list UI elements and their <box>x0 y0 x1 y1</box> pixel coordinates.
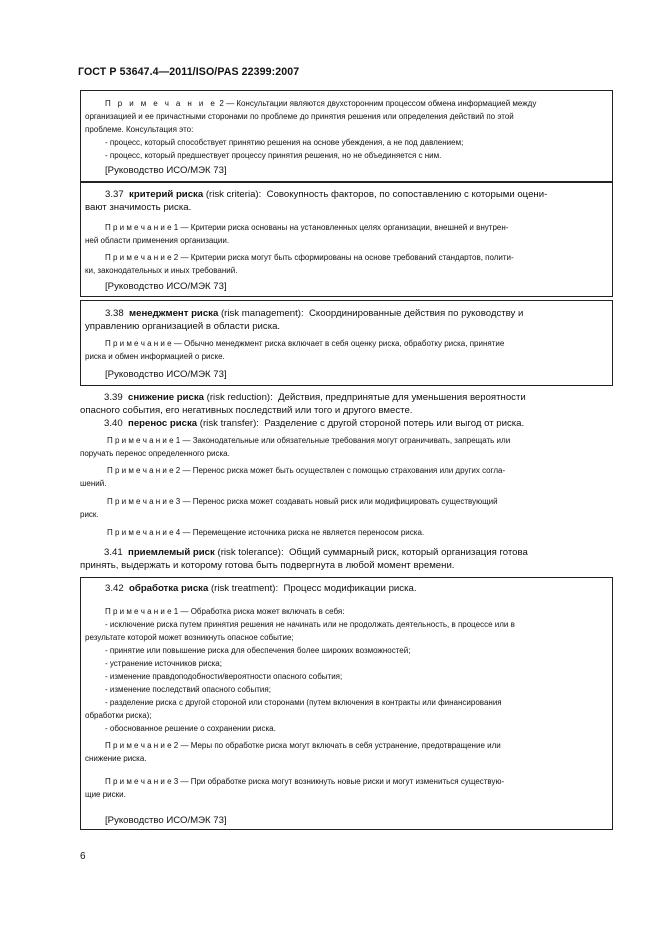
term-definition: 3.42 обработка риска (risk treatment): Процесс модификации риска. <box>105 583 417 594</box>
term-definition: 3.37 критерий риска (risk criteria): Совокупность факторов, по сопоставлению с которыми оцени- вают значимость риска. <box>85 189 548 213</box>
term-definition: 3.38 менеджмент риска (risk management): Скоординированные действия по руководству и управлению организацией в области риска. <box>85 308 524 332</box>
reference: [Руководство ИСО/МЭК 73] <box>105 815 227 826</box>
term-3-40: 3.40 перенос риска (risk transfer): Разделение с другой стороной потерь или выгод от риска. <box>104 418 525 429</box>
terms-3-39-to-3-41 <box>80 391 613 575</box>
document-header: ГОСТ Р 53647.4—2011/ISO/PAS 22399:2007 <box>78 66 300 78</box>
note-1: П р и м е ч а н и е 1 — Законодательные или обязательные требования могут ограничивать, запрещать или поручать перенос определенного риска. <box>80 436 511 458</box>
note-2: П р и м е ч а н и е 2 — Меры по обработке риска могут включать в себя устранение, предотвращение или снижение риска. <box>85 741 501 763</box>
term-3-41: 3.41 приемлемый риск (risk tolerance): Общий суммарный риск, который организация готова принять, выдержать и которому готова быть подвергнута в любой момент времени. <box>80 547 528 571</box>
note-1: П р и м е ч а н и е 1 — Критерии риска основаны на установленных целях организации, внешней и внутрен- ней области применения организации. <box>85 223 509 245</box>
note-box-consultation <box>80 90 613 182</box>
note-2: П р и м е ч а н и е 2 — Критерии риска могут быть сформированы на основе требований стандартов, полити- ки, законодательных и иных требований. <box>85 253 514 275</box>
reference: [Руководство ИСО/МЭК 73] <box>105 281 227 292</box>
term-box-3-38 <box>80 300 613 386</box>
note-1: П р и м е ч а н и е 1 — Обработка риска может включать в себя: - исключение риска путем принятия решения не начинать или не продолжать деятельность, в процессе или в результате которой может возникнуть опасное событие; - принятие или повышение риска для обеспечения более широких возможностей; - устранение источников риска; - изменение правдоподобности/вероятности опасного события; - изменение последствий опасного события; - разделение риска с другой стороной или сторонами (путем включения в контракты или финансирования обработки риска); - обоснованное решение о сохранении риска. <box>85 607 515 733</box>
term-box-3-42 <box>80 577 613 830</box>
note-3: П р и м е ч а н и е 3 — При обработке риска могут возникнуть новые риски и могут измениться существую- щие риски. <box>85 777 505 799</box>
note-2: П р и м е ч а н и е 2 — Перенос риска может быть осуществлен с помощью страхования или других согла- шений. <box>80 466 506 488</box>
term-box-3-37 <box>80 182 613 297</box>
note: П р и м е ч а н и е — Обычно менеджмент риска включает в себя оценку риска, обработку риска, принятие риска и обмен информацией о риске. <box>85 339 505 361</box>
page-number: 6 <box>80 851 86 862</box>
note-consultation: П р и м е ч а н и е 2 — Консультации являются двухсторонним процессом обмена информацией между организацией и ее причастными сторонами по проблеме до принятия решения или определения действий по этой проблеме. Консультация это: - процесс, который способствует принятию решения на основе убеждения, а не под давлением; - процесс, который предшествует процессу принятия решения, но не объединяется с ним. <box>85 99 537 160</box>
note-4: П р и м е ч а н и е 4 — Перемещение источника риска не является переносом риска. <box>107 528 425 537</box>
term-3-39: 3.39 снижение риска (risk reduction): Действия, предпринятые для уменьшения вероятности опасного события, его негативных последствий или того и другого вместе. <box>80 392 526 416</box>
note-3: П р и м е ч а н и е 3 — Перенос риска может создавать новый риск или модифицировать существующий риск. <box>80 497 498 519</box>
reference: [Руководство ИСО/МЭК 73] <box>105 369 227 380</box>
reference: [Руководство ИСО/МЭК 73] <box>105 165 227 176</box>
